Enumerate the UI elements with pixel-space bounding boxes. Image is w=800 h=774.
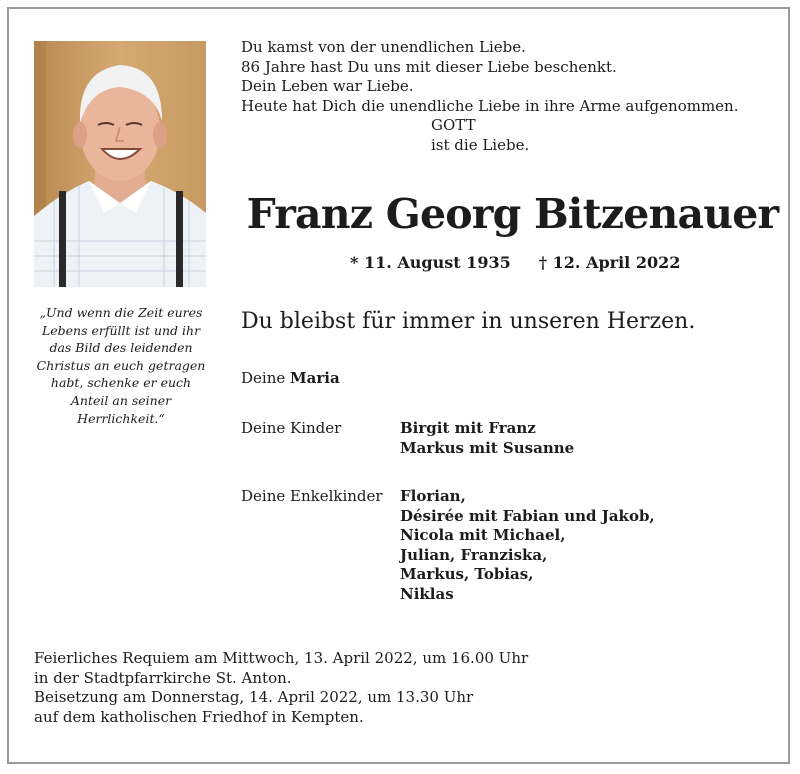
service-line: Feierliches Requiem am Mittwoch, 13. April 2022, um 16.00 Uhr — [34, 649, 529, 667]
grandchild-entry: Niklas — [400, 584, 454, 603]
child-entry: Birgit mit Franz — [400, 419, 536, 437]
poem-line: Dein Leben war Liebe. — [241, 77, 414, 95]
spouse-line — [241, 369, 340, 387]
poem-line: Heute hat Dich die unendliche Liebe in ihre Arme aufgenommen. — [241, 96, 739, 115]
remembrance-line: Du bleibst für immer in unseren Herzen. — [241, 309, 696, 334]
spouse-name: Maria — [290, 369, 340, 387]
poem-closing-line: ist die Liebe. — [431, 135, 530, 154]
grandchildren-label: Deine Enkelkinder — [241, 487, 383, 505]
service-details — [34, 649, 528, 727]
poem-line: Du kamst von der unendlichen Liebe. — [241, 38, 526, 56]
death-date: † 12. April 2022 — [538, 253, 681, 272]
grandchild-entry: Désirée mit Fabian und Jakob, — [400, 506, 655, 525]
children-names — [400, 419, 574, 458]
child-entry: Markus mit Susanne — [400, 438, 575, 457]
service-line: in der Stadtpfarrkirche St. Anton. — [34, 668, 292, 687]
portrait-photo — [34, 41, 206, 287]
deceased-name: Franz Georg Bitzenauer — [246, 190, 779, 238]
grandchild-entry: Markus, Tobias, — [400, 565, 534, 583]
grandchild-entry: Nicola mit Michael, — [400, 526, 566, 544]
poem-closing-line: GOTT — [431, 116, 476, 134]
bible-quote: „Und wenn die Zeit eures Lebens erfüllt ist und ihr das Bild des leidenden Christus an euch getragen habt, schenke er euch Anteil an seiner Herrlichkeit.“ — [36, 305, 206, 426]
children-label: Deine Kinder — [241, 419, 342, 437]
poem — [241, 38, 738, 155]
grandchild-entry: Florian, — [400, 487, 466, 505]
grandchild-entry: Julian, Franziska, — [400, 545, 548, 564]
service-line: Beisetzung am Donnerstag, 14. April 2022, um 13.30 Uhr — [34, 688, 474, 706]
birth-date: * 11. August 1935 — [350, 253, 511, 272]
life-dates — [350, 253, 680, 272]
spouse-label: Deine — [241, 369, 286, 387]
poem-line: 86 Jahre hast Du uns mit dieser Liebe beschenkt. — [241, 57, 617, 76]
service-line: auf dem katholischen Friedhof in Kempten. — [34, 707, 364, 726]
grandchildren-names — [400, 487, 655, 604]
